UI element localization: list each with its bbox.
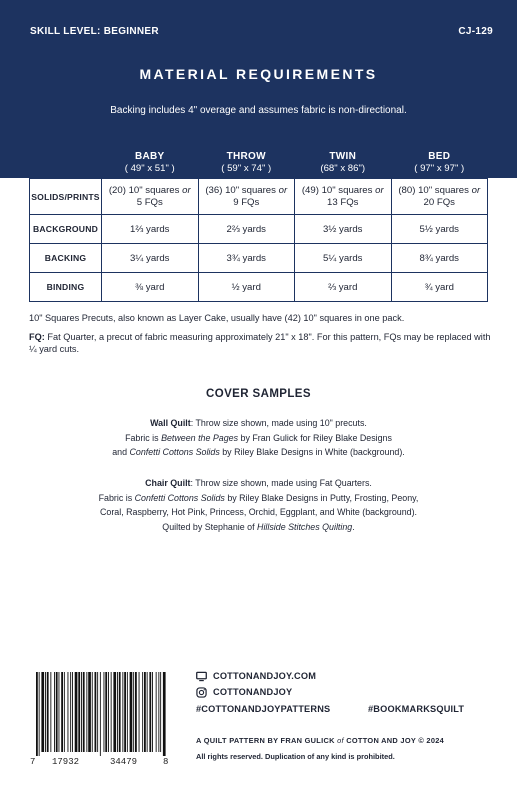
barcode-digit-check: 8 <box>163 757 169 767</box>
table-cell: 3¾ yards <box>198 244 295 273</box>
barcode-bar <box>88 672 91 752</box>
barcode-bar <box>130 672 133 752</box>
barcode-bar <box>59 672 60 752</box>
row-label-background: BACKGROUND <box>30 215 102 244</box>
barcode-bar <box>36 672 38 756</box>
barcode-bar <box>160 672 161 752</box>
barcode-digit-lead: 7 <box>30 757 36 767</box>
barcode-digits-right: 34479 <box>110 757 138 767</box>
table-cell: 5½ yards <box>391 215 488 244</box>
table-cell: 3½ yards <box>295 215 392 244</box>
table-row <box>30 215 488 244</box>
barcode-bar <box>113 672 116 752</box>
barcode-bar <box>54 672 55 752</box>
chair-quilt-description: Chair Quilt: Throw size shown, made using Fat Quarters. Fabric is Confetti Cottons Solids by Riley Blake Designs in Putty, Frosting, Peony, Coral, Raspberry, Hot Pink, Princess, Orchid, Eggplant, and White (background). Quilted by Stephanie of Hillside Stitches Quilting. <box>98 478 419 532</box>
squares-footnote: 10" Squares Precuts, also known as Layer Cake, usually have (42) 10" squares in one pack. <box>29 313 405 323</box>
backing-note: Backing includes 4" overage and assumes fabric is non-directional. <box>110 105 407 116</box>
barcode-bar <box>111 672 112 752</box>
barcode-bar <box>135 672 137 752</box>
table-cell: ⅜ yard <box>102 273 199 302</box>
barcode-bar <box>50 672 51 752</box>
barcode-bar <box>75 672 78 752</box>
table-cell: 8¾ yards <box>391 244 488 273</box>
table-cell: ¾ yard <box>391 273 488 302</box>
instagram-line <box>196 687 292 698</box>
barcode-bar <box>142 672 143 752</box>
barcode-bar <box>152 672 153 752</box>
barcode-bar <box>45 672 46 752</box>
barcode-bar <box>144 672 146 752</box>
barcode-bar <box>163 672 166 756</box>
pattern-credit: A QUILT PATTERN BY FRAN GULICK of COTTON AND JOY © 2024 <box>196 736 445 745</box>
row-label-binding: BINDING <box>30 273 102 302</box>
table-row <box>30 273 488 302</box>
barcode-bar <box>86 672 87 752</box>
barcode-bar <box>92 672 93 752</box>
barcode-bar <box>122 672 123 752</box>
website-link[interactable]: COTTONANDJOY.COM <box>213 671 317 681</box>
barcode-bar <box>81 672 82 752</box>
barcode-bar <box>124 672 126 752</box>
barcode-bar <box>61 672 63 752</box>
barcode-bar <box>47 672 49 752</box>
barcode-bar <box>117 672 118 752</box>
hashtag-patterns: #COTTONANDJOYPATTERNS <box>196 704 331 714</box>
barcode-bar <box>78 672 80 752</box>
instagram-icon <box>196 687 207 698</box>
cover-samples-title: COVER SAMPLES <box>206 388 311 400</box>
row-label-solids-prints: SOLIDS/PRINTS <box>30 179 102 215</box>
barcode-bar <box>83 672 85 752</box>
column-header-baby: BABY ( 49" x 51" ) <box>102 147 199 179</box>
barcode-bar <box>100 672 101 756</box>
barcode-bar <box>139 672 140 752</box>
barcode-bar <box>39 672 40 756</box>
barcode-bar <box>133 672 134 752</box>
barcode-bar <box>147 672 148 752</box>
barcode-bar <box>158 672 159 752</box>
table-row <box>30 179 488 215</box>
table-cell: 3¼ yards <box>102 244 199 273</box>
barcode-bar <box>105 672 107 752</box>
barcode <box>36 672 166 756</box>
pattern-code: CJ-129 <box>458 26 493 37</box>
table-cell: (80) 10" squares or 20 FQs <box>391 179 488 215</box>
column-header-twin: TWIN (68" x 86") <box>295 147 392 179</box>
table-header-row <box>30 147 488 179</box>
table-cell: 2⅔ yards <box>198 215 295 244</box>
barcode-bar <box>156 672 157 752</box>
table-cell: 1⅔ yards <box>102 215 199 244</box>
column-header-bed: BED ( 97" x 97" ) <box>391 147 488 179</box>
row-label-backing: BACKING <box>30 244 102 273</box>
hashtag-quilt: #BOOKMARKSQUILT <box>368 704 465 714</box>
page-title: MATERIAL REQUIREMENTS <box>139 66 378 82</box>
table-cell: ½ yard <box>198 273 295 302</box>
website-line <box>196 671 316 682</box>
barcode-bar <box>127 672 128 752</box>
barcode-bar <box>119 672 121 752</box>
wall-quilt-description: Wall Quilt: Throw size shown, made using 10" precuts. Fabric is Between the Pages by Fran Gulick for Riley Blake Designs and Confetti Cottons Solids by Riley Blake Designs in White (background). <box>112 418 405 457</box>
barcode-bar <box>108 672 109 752</box>
monitor-icon <box>196 671 207 682</box>
table-cell: (49) 10" squares or 13 FQs <box>295 179 392 215</box>
rights-notice: All rights reserved. Duplication of any kind is prohibited. <box>196 752 395 761</box>
barcode-bar <box>68 672 69 752</box>
table-cell: (36) 10" squares or 9 FQs <box>198 179 295 215</box>
table-cell: (20) 10" squares or 5 FQs <box>102 179 199 215</box>
column-header-throw: THROW ( 59" x 74" ) <box>198 147 295 179</box>
barcode-bar <box>95 672 97 752</box>
barcode-digits-left: 17932 <box>52 757 80 767</box>
barcode-bar <box>41 672 44 752</box>
table-cell: ⅔ yard <box>295 273 392 302</box>
barcode-bar <box>72 672 73 752</box>
barcode-bar <box>56 672 58 752</box>
barcode-bar <box>104 672 105 752</box>
table-row <box>30 244 488 273</box>
fq-footnote: FQ: Fat Quarter, a precut of fabric measuring approximately 21" x 18". For this pattern, FQs may be replaced with ¼ yard cuts. <box>29 332 491 354</box>
table-cell: 5¼ yards <box>295 244 392 273</box>
skill-level: SKILL LEVEL: BEGINNER <box>30 26 159 37</box>
table-corner <box>30 147 102 179</box>
barcode-bar <box>97 672 98 752</box>
barcode-bar <box>149 672 151 752</box>
material-requirements-table <box>29 146 488 302</box>
barcode-bar <box>70 672 71 752</box>
instagram-handle[interactable]: COTTONANDJOY <box>213 687 293 697</box>
barcode-bar <box>64 672 65 752</box>
